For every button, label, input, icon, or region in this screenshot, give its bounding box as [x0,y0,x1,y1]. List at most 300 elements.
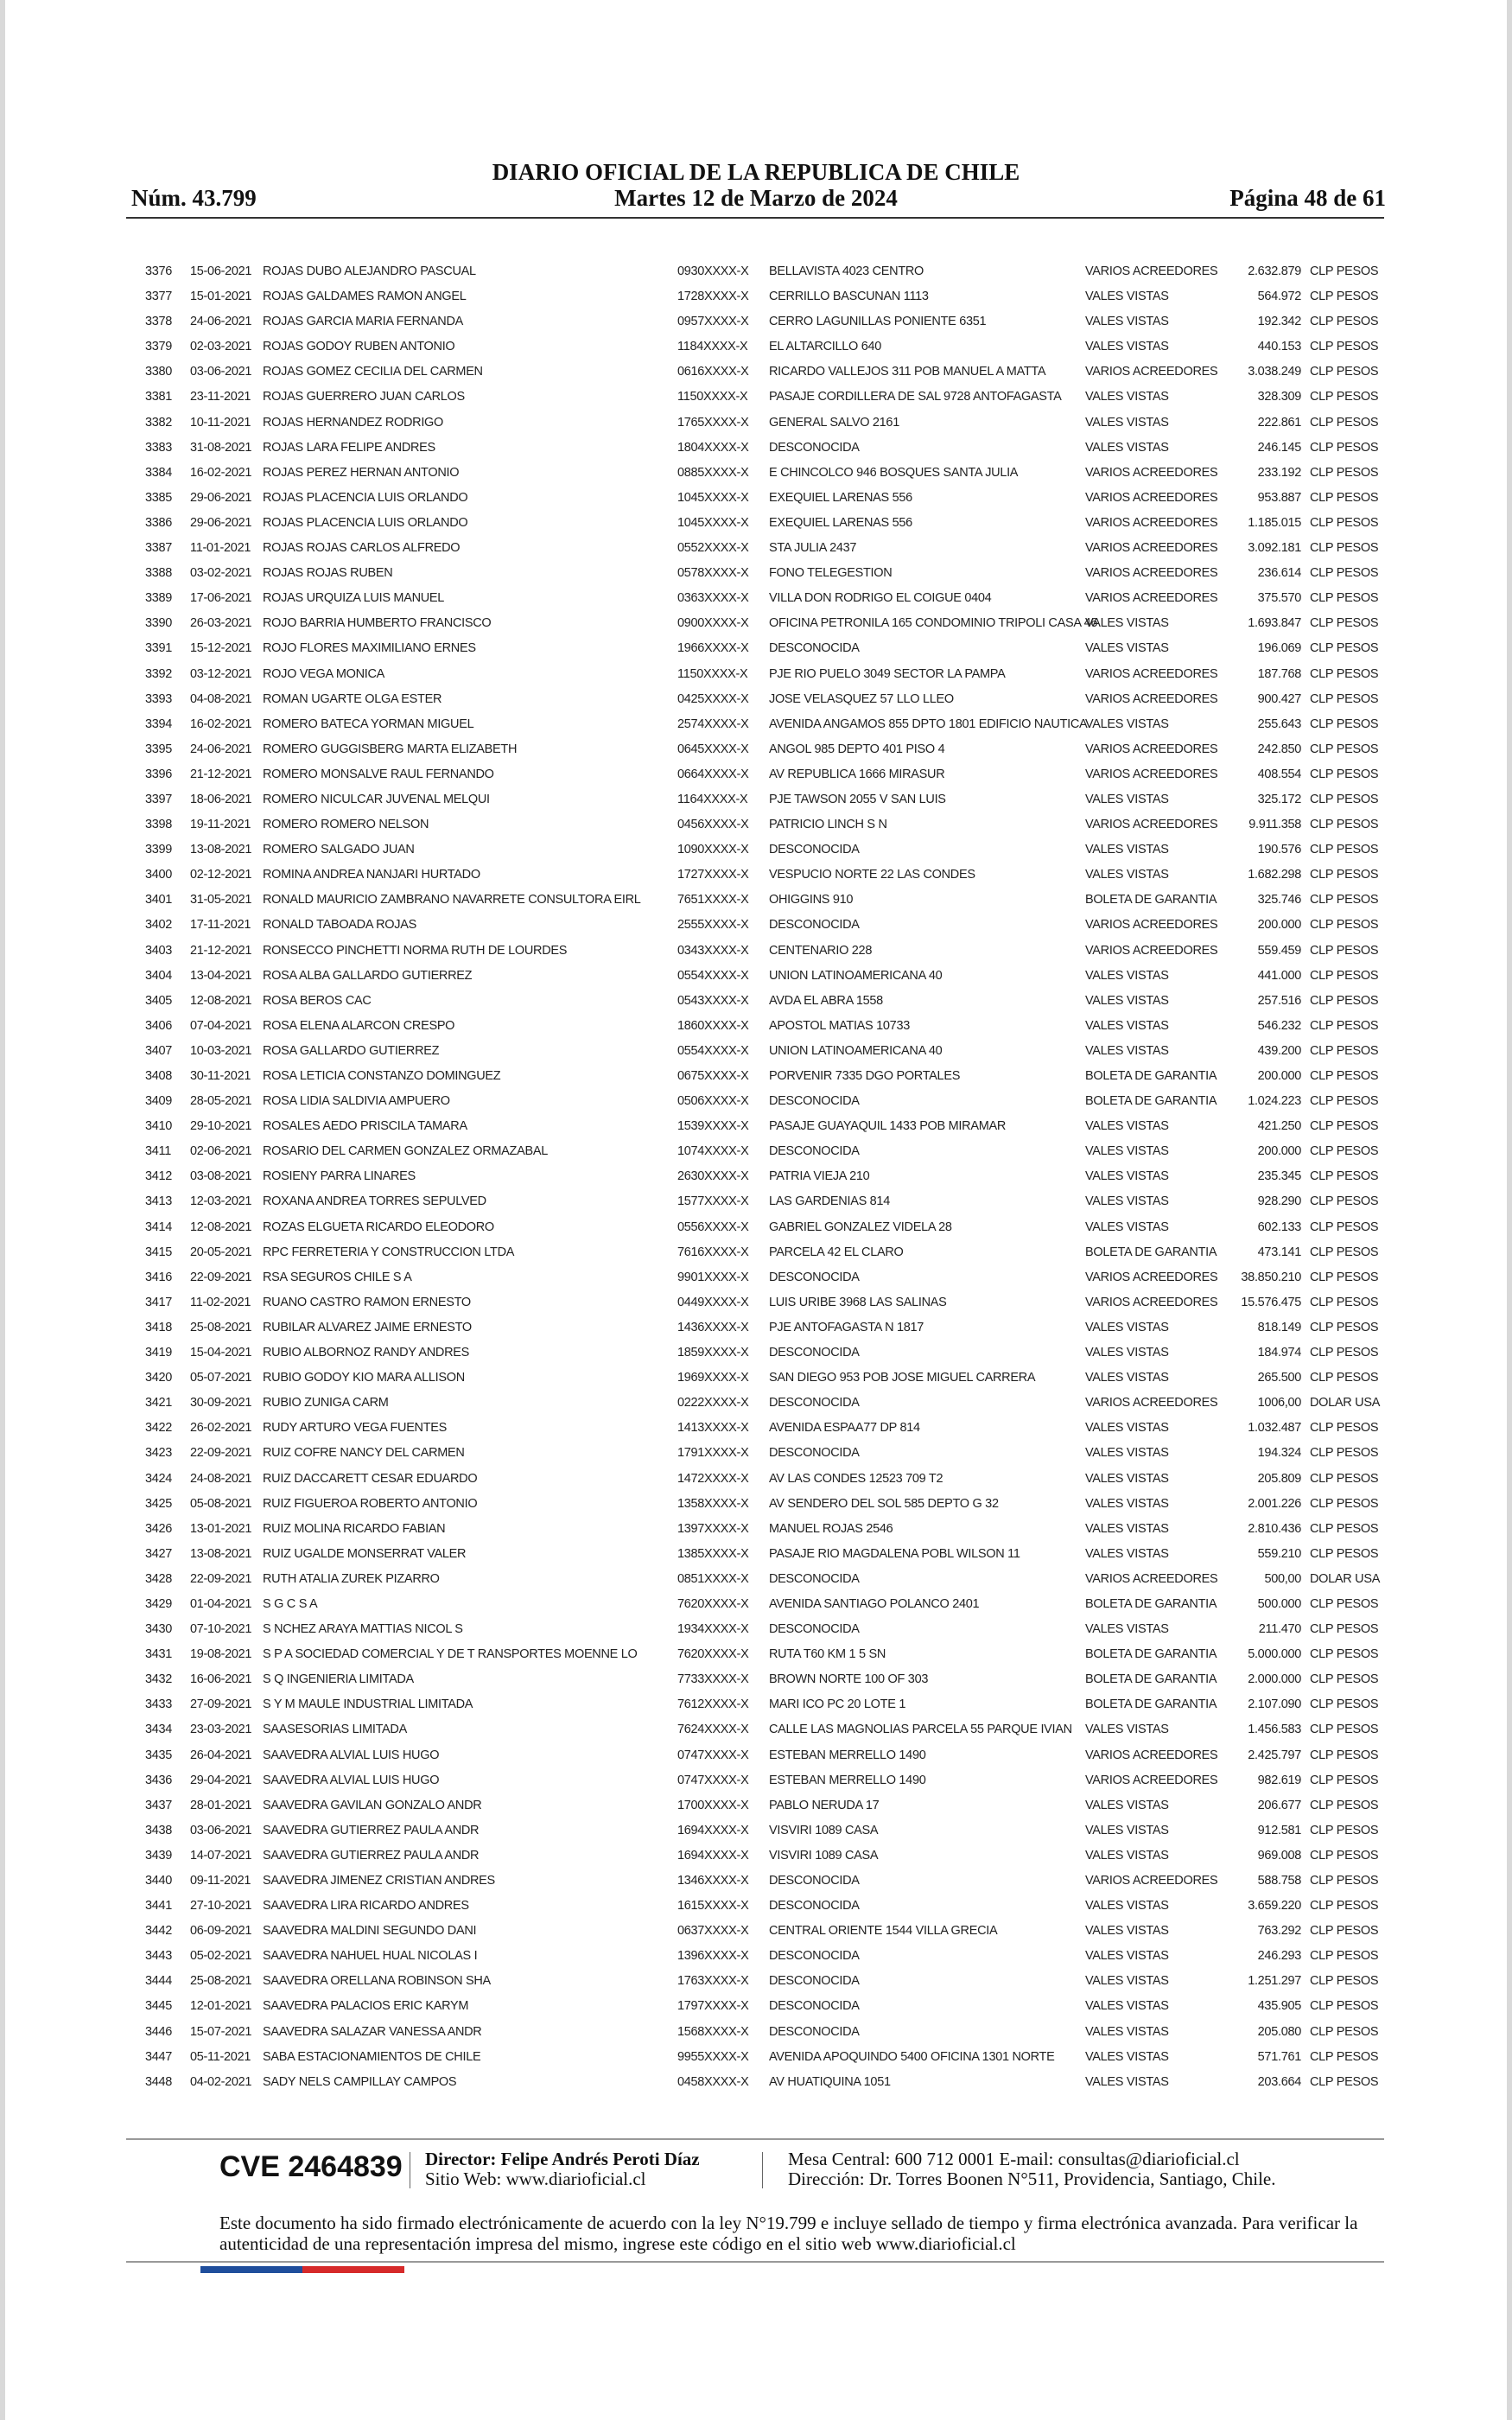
entry-type: VARIOS ACREEDORES [1085,691,1218,706]
entry-address: LAS GARDENIAS 814 [769,1194,890,1209]
entry-rut: 1694XXXX-X [677,1848,749,1863]
entry-type: VALES VISTAS [1085,2024,1169,2039]
entry-amount: 2.425.797 [1248,1748,1301,1762]
entry-currency: CLP PESOS [1310,1823,1379,1837]
entry-address: DESCONOCIDA [769,440,860,455]
entry-number: 3446 [145,2024,173,2039]
entry-address: AV HUATIQUINA 1051 [769,2074,891,2089]
entry-date: 30-09-2021 [190,1396,252,1411]
entry-rut: 0900XXXX-X [677,616,749,631]
entry-type: VALES VISTAS [1085,1924,1169,1939]
entry-amount: 3.659.220 [1248,1899,1301,1914]
entry-address: E CHINCOLCO 946 BOSQUES SANTA JULIA [769,465,1019,480]
entry-type: BOLETA DE GARANTIA [1085,893,1217,908]
entry-amount: 1.032.487 [1248,1421,1301,1436]
entry-date: 13-08-2021 [190,1546,252,1561]
entry-amount: 900.427 [1257,691,1301,706]
entry-date: 05-08-2021 [190,1496,252,1511]
entry-amount: 559.210 [1257,1546,1301,1561]
entry-rut: 1346XXXX-X [677,1874,749,1888]
entry-name: RUIZ UGALDE MONSERRAT VALER [263,1546,467,1561]
entry-amount: 2.810.436 [1248,1521,1301,1536]
entry-address: DESCONOCIDA [769,1949,860,1964]
table-row [5,288,1507,313]
entry-type: VARIOS ACREEDORES [1085,918,1218,933]
entry-address: UNION LATINOAMERICANA 40 [769,968,943,983]
entry-rut: 1413XXXX-X [677,1421,749,1436]
entry-name: S Y M MAULE INDUSTRIAL LIMITADA [263,1697,473,1712]
entry-type: VARIOS ACREEDORES [1085,666,1218,681]
entry-currency: CLP PESOS [1310,1974,1379,1989]
entry-rut: 0664XXXX-X [677,767,749,781]
table-row [5,992,1507,1017]
entry-date: 03-12-2021 [190,666,252,681]
entry-rut: 0578XXXX-X [677,566,749,581]
entry-address: FONO TELEGESTION [769,566,893,581]
entry-amount: 421.250 [1257,1119,1301,1134]
entry-amount: 2.001.226 [1248,1496,1301,1511]
entry-address: BROWN NORTE 100 OF 303 [769,1672,929,1687]
entry-amount: 602.133 [1257,1220,1301,1234]
entry-type: VARIOS ACREEDORES [1085,490,1218,505]
entry-number: 3427 [145,1546,173,1561]
entry-number: 3394 [145,716,173,731]
entry-name: ROSA ELENA ALARCON CRESPO [263,1018,455,1033]
entry-name: SABA ESTACIONAMIENTOS DE CHILE [263,2049,481,2064]
entry-date: 12-01-2021 [190,1999,252,2014]
entry-date: 15-04-2021 [190,1346,252,1360]
entry-type: VALES VISTAS [1085,1496,1169,1511]
entry-number: 3439 [145,1848,173,1863]
entry-type: VALES VISTAS [1085,290,1169,304]
entry-amount: 1.682.298 [1248,868,1301,882]
entry-number: 3429 [145,1596,173,1611]
entry-date: 05-11-2021 [190,2049,251,2064]
entry-number: 3391 [145,641,173,656]
entry-address: MANUEL ROJAS 2546 [769,1521,893,1536]
entry-address: PASAJE GUAYAQUIL 1433 POB MIRAMAR [769,1119,1007,1134]
entry-date: 11-02-2021 [190,1295,251,1309]
entry-address: AVENIDA ANGAMOS 855 DPTO 1801 EDIFICIO NAUTICA [769,716,1088,731]
director-name: Director: Felipe Andrés Peroti Díaz [425,2149,700,2169]
entry-address: BELLAVISTA 4023 CENTRO [769,264,924,278]
entry-amount: 912.581 [1257,1823,1301,1837]
entry-date: 24-06-2021 [190,315,252,329]
entry-rut: 1150XXXX-X [677,390,748,404]
entry-type: VALES VISTAS [1085,2049,1169,2064]
entry-date: 26-03-2021 [190,616,252,631]
table-row [5,388,1507,413]
entry-rut: 7620XXXX-X [677,1647,749,1662]
entry-number: 3383 [145,440,173,455]
entry-rut: 0885XXXX-X [677,465,749,480]
entry-address: VISVIRI 1089 CASA [769,1848,879,1863]
entry-currency: CLP PESOS [1310,1899,1379,1914]
entry-number: 3444 [145,1974,173,1989]
entry-date: 29-06-2021 [190,490,252,505]
entry-rut: 0554XXXX-X [677,1043,749,1058]
entry-currency: CLP PESOS [1310,1647,1379,1662]
entry-type: VARIOS ACREEDORES [1085,1773,1218,1787]
table-row [5,1269,1507,1294]
entry-rut: 1164XXXX-X [677,792,748,806]
table-row [5,967,1507,992]
entry-amount: 2.000.000 [1248,1672,1301,1687]
table-row [5,263,1507,288]
entry-address: DESCONOCIDA [769,918,860,933]
entry-type: VARIOS ACREEDORES [1085,1396,1218,1411]
entry-rut: 9901XXXX-X [677,1270,749,1284]
entry-type: VARIOS ACREEDORES [1085,1295,1218,1309]
table-row [5,1872,1507,1897]
entry-address: DESCONOCIDA [769,1622,860,1637]
entry-rut: 0675XXXX-X [677,1069,749,1083]
entry-type: VALES VISTAS [1085,993,1169,1008]
entry-type: VALES VISTAS [1085,968,1169,983]
table-row [5,1797,1507,1822]
table-row [5,615,1507,640]
entry-type: BOLETA DE GARANTIA [1085,1672,1217,1687]
table-row [5,514,1507,539]
entry-number: 3424 [145,1471,173,1486]
entry-address: AVENIDA APOQUINDO 5400 OFICINA 1301 NORTE [769,2049,1055,2064]
table-row [5,1419,1507,1444]
entry-date: 31-08-2021 [190,440,252,455]
entry-type: VALES VISTAS [1085,1949,1169,1964]
entry-amount: 3.092.181 [1248,541,1301,556]
entry-number: 3426 [145,1521,173,1536]
entry-name: SAAVEDRA MALDINI SEGUNDO DANI [263,1924,477,1939]
entry-currency: CLP PESOS [1310,1320,1379,1334]
entry-number: 3410 [145,1119,173,1134]
entry-date: 03-06-2021 [190,1823,252,1837]
entry-amount: 328.309 [1257,390,1301,404]
entry-currency: CLP PESOS [1310,1521,1379,1536]
entry-type: VALES VISTAS [1085,2074,1169,2089]
entry-number: 3416 [145,1270,173,1284]
table-row [5,1621,1507,1646]
entry-type: VARIOS ACREEDORES [1085,566,1218,581]
entry-currency: CLP PESOS [1310,968,1379,983]
entry-number: 3398 [145,818,173,832]
entry-rut: 1045XXXX-X [677,490,749,505]
entry-date: 17-06-2021 [190,591,252,606]
entry-amount: 2.107.090 [1248,1697,1301,1712]
entry-amount: 559.459 [1257,943,1301,958]
entry-date: 26-04-2021 [190,1748,252,1762]
entry-type: VALES VISTAS [1085,1521,1169,1536]
entry-number: 3420 [145,1371,173,1385]
entry-amount: 473.141 [1257,1245,1301,1259]
entry-currency: CLP PESOS [1310,1421,1379,1436]
page-indicator: Página 48 de 61 [1229,185,1386,211]
entry-number: 3390 [145,616,173,631]
entry-address: APOSTOL MATIAS 10733 [769,1018,910,1033]
table-row [5,1545,1507,1570]
entry-name: RUBIO ZUNIGA CARM [263,1396,389,1411]
entry-address: AVDA EL ABRA 1558 [769,993,883,1008]
entry-amount: 187.768 [1257,666,1301,681]
entry-name: RONALD TABOADA ROJAS [263,918,416,933]
entry-address: AVENIDA SANTIAGO POLANCO 2401 [769,1596,980,1611]
entry-rut: 0449XXXX-X [677,1295,749,1309]
entry-amount: 1.024.223 [1248,1094,1301,1109]
entry-name: ROJO VEGA MONICA [263,666,385,681]
entry-name: ROJAS PLACENCIA LUIS ORLANDO [263,515,468,530]
entry-name: S P A SOCIEDAD COMERCIAL Y DE T RANSPORTES MOENNE LO [263,1647,638,1662]
entry-date: 15-06-2021 [190,264,252,278]
entry-currency: CLP PESOS [1310,818,1379,832]
entry-address: GENERAL SALVO 2161 [769,415,899,430]
entry-address: UNION LATINOAMERICANA 40 [769,1043,943,1058]
entry-address: DESCONOCIDA [769,843,860,857]
entry-address: PJE RIO PUELO 3049 SECTOR LA PAMPA [769,666,1006,681]
entry-rut: 9955XXXX-X [677,2049,749,2064]
entry-type: VALES VISTAS [1085,1220,1169,1234]
entry-currency: CLP PESOS [1310,716,1379,731]
entry-date: 17-11-2021 [190,918,251,933]
entry-address: OHIGGINS 910 [769,893,854,908]
entry-name: ROJAS LARA FELIPE ANDRES [263,440,435,455]
entry-rut: 1568XXXX-X [677,2024,749,2039]
entry-number: 3385 [145,490,173,505]
entry-amount: 200.000 [1257,918,1301,933]
entry-amount: 2.632.879 [1248,264,1301,278]
entry-type: VALES VISTAS [1085,1546,1169,1561]
entry-currency: CLP PESOS [1310,1848,1379,1863]
entry-name: SAAVEDRA LIRA RICARDO ANDRES [263,1899,469,1914]
entry-name: RSA SEGUROS CHILE S A [263,1270,412,1284]
entry-rut: 0458XXXX-X [677,2074,749,2089]
entry-date: 22-09-2021 [190,1446,252,1461]
entry-currency: CLP PESOS [1310,2049,1379,2064]
entry-type: VARIOS ACREEDORES [1085,541,1218,556]
entry-currency: CLP PESOS [1310,1043,1379,1058]
entry-number: 3404 [145,968,173,983]
entry-name: ROMERO NICULCAR JUVENAL MELQUI [263,792,490,806]
issue-number: Núm. 43.799 [131,185,257,211]
entry-date: 24-08-2021 [190,1471,252,1486]
table-row [5,1747,1507,1772]
table-row [5,2073,1507,2098]
entry-date: 13-01-2021 [190,1521,252,1536]
entry-date: 10-11-2021 [190,415,251,430]
entry-currency: CLP PESOS [1310,490,1379,505]
entry-date: 11-01-2021 [190,541,251,556]
entry-amount: 953.887 [1257,490,1301,505]
entry-amount: 242.850 [1257,742,1301,756]
entry-name: ROJAS PEREZ HERNAN ANTONIO [263,465,460,480]
entry-name: ROSIENY PARRA LINARES [263,1169,416,1184]
entry-name: ROJAS HERNANDEZ RODRIGO [263,415,444,430]
entry-rut: 7616XXXX-X [677,1245,749,1259]
entry-number: 3412 [145,1169,173,1184]
entry-date: 23-03-2021 [190,1723,252,1737]
entry-currency: CLP PESOS [1310,918,1379,933]
entry-number: 3405 [145,993,173,1008]
entry-address: DESCONOCIDA [769,1999,860,2014]
entry-date: 15-07-2021 [190,2024,252,2039]
entry-currency: CLP PESOS [1310,1245,1379,1259]
table-row [5,1822,1507,1847]
entry-address: PORVENIR 7335 DGO PORTALES [769,1069,961,1083]
entry-type: VALES VISTAS [1085,1144,1169,1159]
entry-name: RUIZ DACCARETT CESAR EDUARDO [263,1471,478,1486]
entry-type: VALES VISTAS [1085,415,1169,430]
entry-date: 01-04-2021 [190,1596,252,1611]
publication-date: Martes 12 de Marzo de 2024 [614,185,898,211]
entry-address: DESCONOCIDA [769,1144,860,1159]
entry-date: 28-01-2021 [190,1798,252,1812]
website-text: Sitio Web: www.diarioficial.cl [425,2168,646,2189]
entry-number: 3413 [145,1194,173,1209]
entry-amount: 265.500 [1257,1371,1301,1385]
entry-type: VALES VISTAS [1085,1823,1169,1837]
direccion-text: Dirección: Dr. Torres Boonen N°511, Providencia, Santiago, Chile. [788,2168,1276,2189]
entry-name: ROSALES AEDO PRISCILA TAMARA [263,1119,467,1134]
entry-number: 3386 [145,515,173,530]
entry-address: DESCONOCIDA [769,1874,860,1888]
entry-currency: CLP PESOS [1310,1119,1379,1134]
entry-number: 3380 [145,365,173,379]
entry-type: BOLETA DE GARANTIA [1085,1596,1217,1611]
entry-currency: CLP PESOS [1310,340,1379,354]
entry-date: 15-01-2021 [190,290,252,304]
entry-name: S Q INGENIERIA LIMITADA [263,1672,414,1687]
entry-amount: 203.664 [1257,2074,1301,2089]
entry-date: 07-04-2021 [190,1018,252,1033]
entry-currency: CLP PESOS [1310,1270,1379,1284]
entry-date: 02-12-2021 [190,868,252,882]
entry-address: ANGOL 985 DEPTO 401 PISO 4 [769,742,945,756]
table-row [5,589,1507,615]
entry-currency: CLP PESOS [1310,1798,1379,1812]
entry-rut: 1728XXXX-X [677,290,749,304]
entry-date: 20-05-2021 [190,1245,252,1259]
entry-type: VARIOS ACREEDORES [1085,1270,1218,1284]
entry-currency: CLP PESOS [1310,1471,1379,1486]
entry-type: VALES VISTAS [1085,1974,1169,1989]
entry-rut: 1969XXXX-X [677,1371,749,1385]
table-row [5,564,1507,589]
table-row [5,1972,1507,1997]
entry-name: SAAVEDRA JIMENEZ CRISTIAN ANDRES [263,1874,495,1888]
entry-rut: 1436XXXX-X [677,1320,749,1334]
entry-date: 18-06-2021 [190,792,252,806]
entry-type: VALES VISTAS [1085,1320,1169,1334]
entry-amount: 194.324 [1257,1446,1301,1461]
entry-address: DESCONOCIDA [769,1899,860,1914]
table-row [5,1294,1507,1319]
entry-rut: 0637XXXX-X [677,1924,749,1939]
entry-rut: 1934XXXX-X [677,1622,749,1637]
entry-name: RPC FERRETERIA Y CONSTRUCCION LTDA [263,1245,515,1259]
entry-name: ROJAS PLACENCIA LUIS ORLANDO [263,490,468,505]
entry-name: ROSA LETICIA CONSTANZO DOMINGUEZ [263,1069,501,1083]
table-row [5,1772,1507,1797]
entry-address: PJE TAWSON 2055 V SAN LUIS [769,792,946,806]
document-page [5,0,1507,2420]
entry-rut: 7624XXXX-X [677,1723,749,1737]
entry-amount: 205.809 [1257,1471,1301,1486]
table-row [5,2048,1507,2073]
cve-code: CVE 2464839 [219,2150,403,2183]
entry-amount: 500,00 [1264,1571,1301,1586]
entry-type: VARIOS ACREEDORES [1085,1748,1218,1762]
entry-name: ROSA ALBA GALLARDO GUTIERREZ [263,968,473,983]
entry-rut: 2555XXXX-X [677,918,749,933]
entry-number: 3376 [145,264,173,278]
entry-type: VARIOS ACREEDORES [1085,818,1218,832]
entry-currency: CLP PESOS [1310,465,1379,480]
table-row [5,916,1507,941]
entry-number: 3377 [145,290,173,304]
entry-address: OFICINA PETRONILA 165 CONDOMINIO TRIPOLI CASA 46 [769,616,1098,631]
flag-red-segment [302,2266,404,2273]
entry-number: 3415 [145,1245,173,1259]
entry-rut: 0556XXXX-X [677,1220,749,1234]
entry-type: VALES VISTAS [1085,1371,1169,1385]
entry-name: RONALD MAURICIO ZAMBRANO NAVARRETE CONSULTORA EIRL [263,893,641,908]
entry-rut: 1577XXXX-X [677,1194,749,1209]
entry-name: SAAVEDRA ORELLANA ROBINSON SHA [263,1974,491,1989]
table-row [5,363,1507,388]
entry-name: RUIZ FIGUEROA ROBERTO ANTONIO [263,1496,478,1511]
entry-rut: 1859XXXX-X [677,1346,749,1360]
entry-address: PASAJE CORDILLERA DE SAL 9728 ANTOFAGASTA [769,390,1062,404]
entry-amount: 9.911.358 [1248,818,1301,832]
entry-number: 3419 [145,1346,173,1360]
entry-number: 3447 [145,2049,173,2064]
entry-rut: 1358XXXX-X [677,1496,749,1511]
table-row [5,1042,1507,1067]
entry-amount: 200.000 [1257,1069,1301,1083]
entry-address: DESCONOCIDA [769,1446,860,1461]
entry-amount: 257.516 [1257,993,1301,1008]
entry-name: SAAVEDRA ALVIAL LUIS HUGO [263,1748,440,1762]
entry-amount: 435.905 [1257,1999,1301,2014]
entry-number: 3395 [145,742,173,756]
entry-amount: 441.000 [1257,968,1301,983]
entry-number: 3414 [145,1220,173,1234]
entry-name: ROMAN UGARTE OLGA ESTER [263,691,442,706]
entry-number: 3389 [145,591,173,606]
table-row [5,439,1507,464]
table-row [5,841,1507,866]
entry-address: SAN DIEGO 953 POB JOSE MIGUEL CARRERA [769,1371,1036,1385]
entry-type: VALES VISTAS [1085,1899,1169,1914]
entry-number: 3435 [145,1748,173,1762]
entry-rut: 0747XXXX-X [677,1773,749,1787]
entry-address: DESCONOCIDA [769,641,860,656]
entry-number: 3401 [145,893,173,908]
entry-name: ROJAS ROJAS RUBEN [263,566,393,581]
footer-divider-bottom [126,2261,1384,2263]
entry-date: 21-12-2021 [190,943,252,958]
table-row [5,741,1507,766]
entry-number: 3438 [145,1823,173,1837]
entry-address: AV SENDERO DEL SOL 585 DEPTO G 32 [769,1496,999,1511]
entry-date: 13-08-2021 [190,843,252,857]
table-row [5,791,1507,816]
entry-currency: CLP PESOS [1310,290,1379,304]
entry-date: 22-09-2021 [190,1571,252,1586]
table-row [5,1671,1507,1696]
entry-type: VARIOS ACREEDORES [1085,465,1218,480]
entry-date: 02-06-2021 [190,1144,252,1159]
entry-type: VALES VISTAS [1085,716,1169,731]
entry-number: 3421 [145,1396,173,1411]
